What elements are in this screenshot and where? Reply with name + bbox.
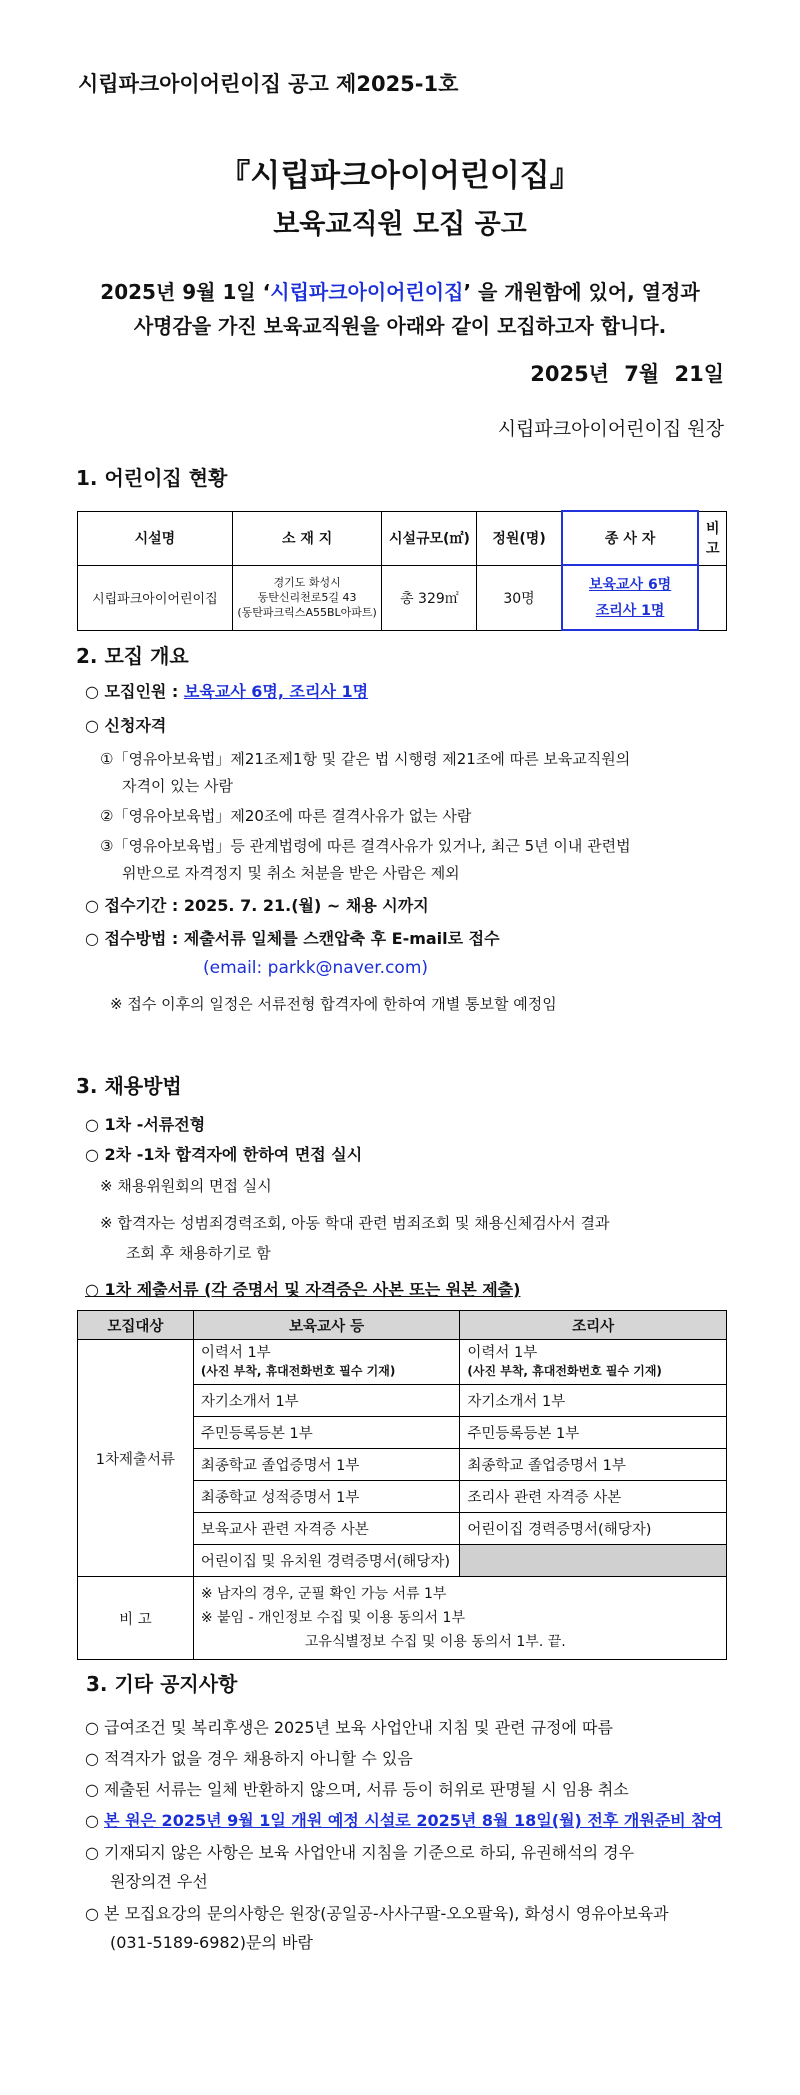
notice-item-5a: ○ 기재되지 않은 사항은 보육 사업안내 지침을 기준으로 하되, 유권해석의 경우 xyxy=(85,1843,635,1862)
intro-line-1 xyxy=(60,276,740,305)
teacher-doc: 자기소개서 1부 xyxy=(193,1385,460,1417)
facility-name: 시립파크아이어린이집 xyxy=(78,565,233,630)
background-check-note-a: ※ 합격자는 성범죄경력조회, 아동 학대 관련 범죄조회 및 채용신체검사서 결과 xyxy=(100,1214,610,1232)
staff-cook: 조리사 1명 xyxy=(595,602,665,619)
teacher-doc: 주민등록등본 1부 xyxy=(193,1417,460,1449)
address-line-1: 경기도 화성시 xyxy=(273,576,341,589)
notice-item-2: ○ 적격자가 없을 경우 채용하지 아니할 수 있음 xyxy=(85,1749,413,1768)
intro-line-2: 사명감을 가진 보육교직원을 아래와 같이 모집하고자 합니다. xyxy=(133,314,667,338)
remark-1: ※ 남자의 경우, 군필 확인 가능 서류 1부 xyxy=(200,1586,447,1602)
notice-item-4 xyxy=(85,1808,722,1831)
qualification-1b: 자격이 있는 사람 xyxy=(122,777,233,795)
col-note: 비 고 xyxy=(698,511,726,565)
facility-table xyxy=(77,510,727,631)
recruit-label: ○ 모집인원 : xyxy=(85,682,184,701)
documents-table xyxy=(77,1310,727,1660)
interview-note: ※ 채용위원회의 면접 실시 xyxy=(100,1177,272,1195)
page-title: 『시립파크아이어린이집』 xyxy=(219,158,581,194)
intro-facility-name: 시립파크아이어린이집 xyxy=(270,280,464,304)
background-check-note-b: 조회 후 채용하기로 함 xyxy=(126,1244,271,1262)
resume-note: (사진 부착, 휴대전화번호 필수 기재) xyxy=(467,1364,662,1378)
col-staff: 종 사 자 xyxy=(562,511,699,565)
recruit-value: 보육교사 6명, 조리사 1명 xyxy=(183,682,369,701)
teacher-doc: 어린이집 및 유치원 경력증명서(해당자) xyxy=(193,1545,460,1577)
resume-label: 이력서 1부 xyxy=(200,1345,271,1361)
step-1: ○ 1차 -서류전형 xyxy=(85,1115,206,1134)
notice-item-5b: 원장의견 우선 xyxy=(110,1872,208,1891)
cook-doc: 최종학교 졸업증명서 1부 xyxy=(460,1449,727,1481)
remark-3: 고유식별정보 수집 및 이용 동의서 1부. 끝. xyxy=(304,1634,566,1650)
table-row xyxy=(78,1340,727,1385)
teacher-doc: 보육교사 관련 자격증 사본 xyxy=(193,1513,460,1545)
row-label: 1차제출서류 xyxy=(78,1340,194,1577)
address-line-2: 동탄신리천로5길 43 xyxy=(257,591,357,604)
notice-item-6a: ○ 본 모집요강의 문의사항은 원장(공일공-사사구팔-오오팔육), 화성시 영유아보육과 xyxy=(85,1904,669,1923)
notice-number: 시립파크아이어린이집 공고 제2025-1호 xyxy=(78,72,459,96)
application-period: ○ 접수기간 : 2025. 7. 21.(월) ~ 채용 시까지 xyxy=(85,896,429,915)
col-facility-name: 시설명 xyxy=(78,511,233,565)
recruit-count xyxy=(85,679,368,702)
intro-post: ’ 을 개원함에 있어, 열정과 xyxy=(463,280,700,304)
teacher-doc: 최종학교 졸업증명서 1부 xyxy=(193,1449,460,1481)
notice-item-1: ○ 급여조건 및 복리후생은 2025년 보육 사업안내 지침 및 관련 규정에 따름 xyxy=(85,1718,613,1737)
cook-doc: 어린이집 경력증명서(해당자) xyxy=(460,1513,727,1545)
facility-staff xyxy=(562,565,699,630)
facility-address xyxy=(232,565,382,630)
col-cook: 조리사 xyxy=(460,1311,727,1340)
col-address: 소 재 지 xyxy=(232,511,382,565)
application-email: (email: parkk@naver.com) xyxy=(203,958,429,978)
step-2: ○ 2차 -1차 합격자에 한하여 면접 실시 xyxy=(85,1145,363,1164)
intro-pre: 2025년 9월 1일 ‘ xyxy=(100,280,271,304)
facility-note xyxy=(698,565,726,630)
teacher-doc: 최종학교 성적증명서 1부 xyxy=(193,1481,460,1513)
facility-capacity: 30명 xyxy=(477,565,562,630)
remarks-label: 비 고 xyxy=(78,1577,194,1660)
application-method: ○ 접수방법 : 제출서류 일체를 스캔압축 후 E-mail로 접수 xyxy=(85,929,500,948)
empty-gray-cell xyxy=(460,1545,727,1577)
notice-item-6b: (031-5189-6982)문의 바람 xyxy=(110,1933,313,1952)
notice-date: 2025년 7월 21일 xyxy=(530,362,724,386)
staff-teachers: 보육교사 6명 xyxy=(588,576,672,593)
notice-item-4-text: 본 원은 2025년 9월 1일 개원 예정 시설로 2025년 8월 18일(월) 전후 개원준비 참여 xyxy=(104,1811,723,1830)
remark-2: ※ 붙임 - 개인정보 수집 및 이용 동의서 1부 xyxy=(200,1610,465,1626)
cook-doc: 자기소개서 1부 xyxy=(460,1385,727,1417)
address-line-3: (동탄파크릭스A55BL아파트) xyxy=(237,606,377,619)
teacher-doc-resume xyxy=(193,1340,460,1385)
qualification-3a: ③「영유아보육법」등 관계법령에 따른 결격사유가 있거나, 최근 5년 이내 관련법 xyxy=(100,837,631,855)
remarks-row xyxy=(78,1577,727,1660)
documents-table-header xyxy=(78,1311,727,1340)
docs-heading: ○ 1차 제출서류 (각 증명서 및 자격증은 사본 또는 원본 제출) xyxy=(85,1280,521,1299)
schedule-notice: ※ 접수 이후의 일정은 서류전형 합격자에 한하여 개별 통보할 예정임 xyxy=(110,995,557,1013)
qualification-1a: ①「영유아보육법」제21조제1항 및 같은 법 시행령 제21조에 따른 보육교직원의 xyxy=(100,750,631,768)
cook-doc-resume xyxy=(460,1340,727,1385)
qualification-2: ②「영유아보육법」제20조에 따른 결격사유가 없는 사람 xyxy=(100,807,472,825)
col-teacher: 보육교사 등 xyxy=(193,1311,460,1340)
qualification-label: ○ 신청자격 xyxy=(85,716,167,735)
notice-item-3: ○ 제출된 서류는 일체 반환하지 않으며, 서류 등이 허위로 판명될 시 임용 취소 xyxy=(85,1780,629,1799)
col-capacity: 정원(명) xyxy=(477,511,562,565)
facility-size: 총 329㎡ xyxy=(382,565,477,630)
resume-note: (사진 부착, 휴대전화번호 필수 기재) xyxy=(200,1364,396,1378)
cook-doc: 조리사 관련 자격증 사본 xyxy=(460,1481,727,1513)
facility-table-row xyxy=(78,565,727,630)
director-signature: 시립파크아이어린이집 원장 xyxy=(497,418,724,440)
section-4-heading: 3. 기타 공지사항 xyxy=(86,1672,238,1696)
qualification-3b: 위반으로 자격정지 및 취소 처분을 받은 사람은 제외 xyxy=(122,864,460,882)
col-target: 모집대상 xyxy=(78,1311,194,1340)
col-size: 시설규모(㎡) xyxy=(382,511,477,565)
facility-table-header xyxy=(78,511,727,565)
section-1-heading: 1. 어린이집 현황 xyxy=(76,466,228,490)
notice-item-4-mark: ○ xyxy=(85,1811,105,1830)
page-subtitle: 보육교직원 모집 공고 xyxy=(273,209,527,240)
remarks-content xyxy=(193,1577,726,1660)
resume-label: 이력서 1부 xyxy=(467,1345,538,1361)
section-2-heading: 2. 모집 개요 xyxy=(76,644,189,668)
cook-doc: 주민등록등본 1부 xyxy=(460,1417,727,1449)
section-3-heading: 3. 채용방법 xyxy=(76,1074,182,1098)
